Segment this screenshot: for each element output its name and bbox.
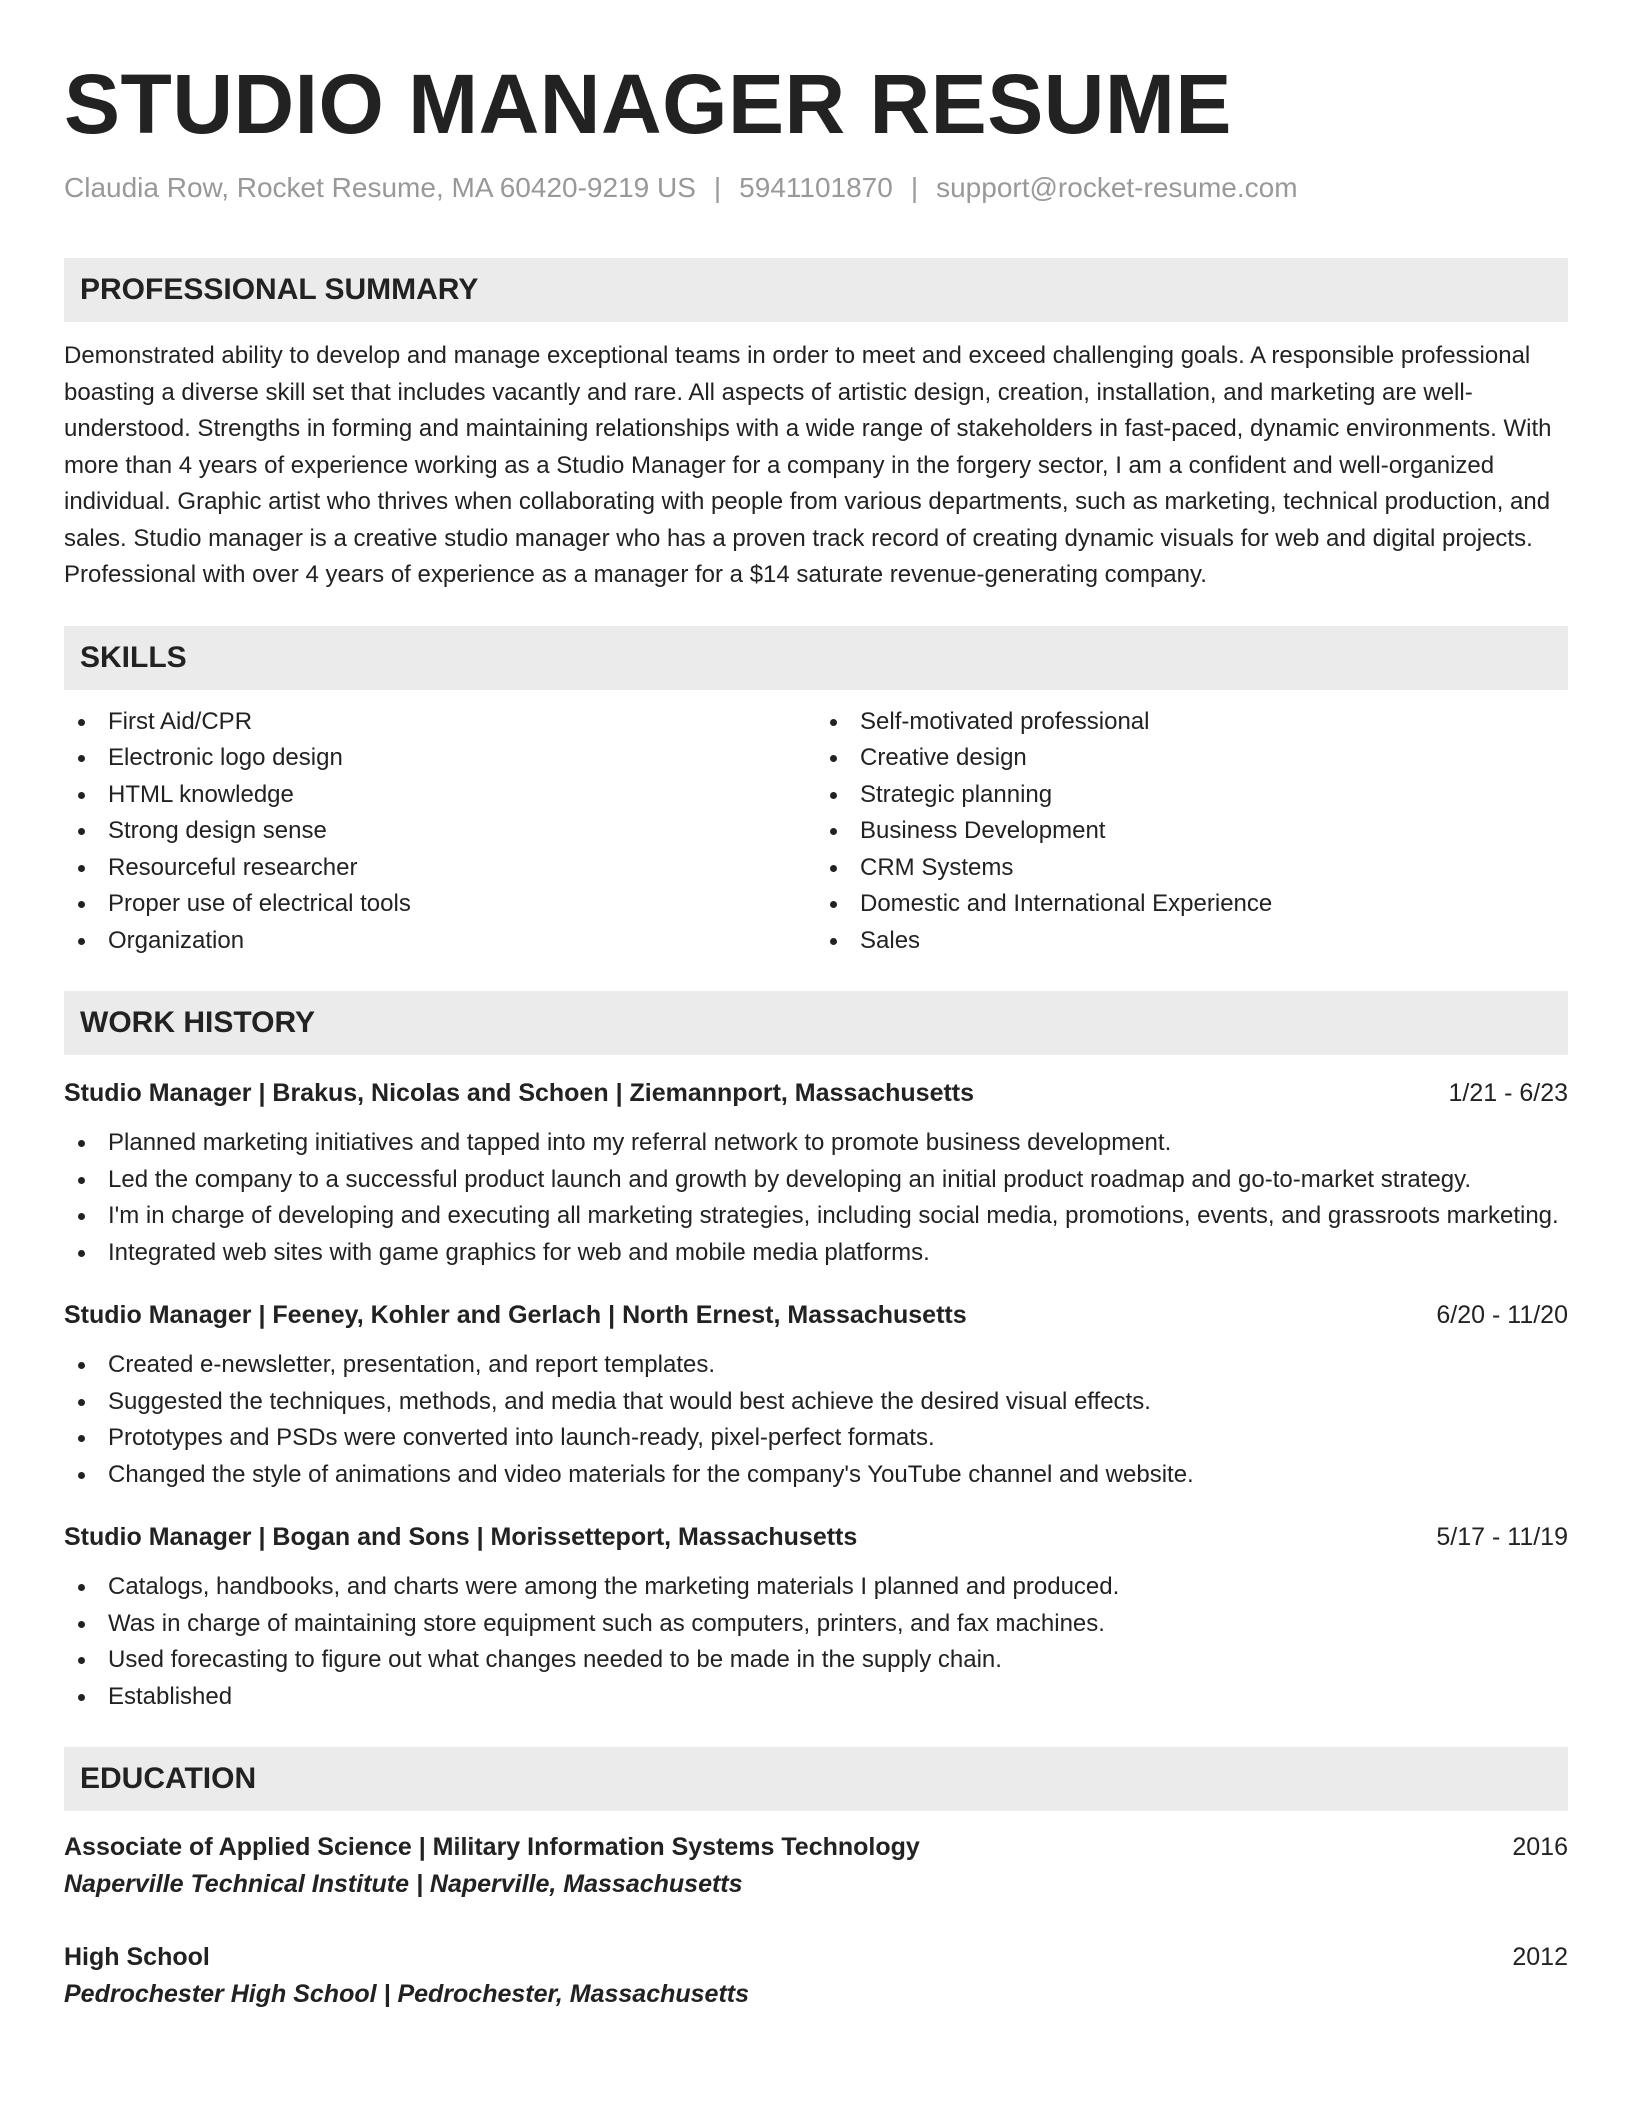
job-bullet: Catalogs, handbooks, and charts were among the marketing materials I planned and produced. bbox=[64, 1569, 1568, 1606]
skill-item: HTML knowledge bbox=[64, 777, 816, 814]
job-bullets bbox=[64, 1347, 1568, 1493]
education-school: Naperville Technical Institute | Naperville, Massachusetts bbox=[64, 1870, 743, 1898]
job-header bbox=[64, 1297, 1568, 1333]
skills-column-left bbox=[64, 704, 816, 960]
section-heading-education: EDUCATION bbox=[64, 1747, 1568, 1811]
job-bullets bbox=[64, 1125, 1568, 1271]
job-entry bbox=[64, 1075, 1568, 1271]
job-dates: 5/17 - 11/19 bbox=[1436, 1523, 1568, 1551]
section-heading-summary: PROFESSIONAL SUMMARY bbox=[64, 258, 1568, 322]
job-bullet: I'm in charge of developing and executing all marketing strategies, including social media, promotions, events, and grassroots marketing. bbox=[64, 1198, 1568, 1235]
education-degree: High School bbox=[64, 1943, 210, 1971]
skill-item: Self-motivated professional bbox=[816, 704, 1568, 741]
skill-item: Organization bbox=[64, 923, 816, 960]
skill-item: Domestic and International Experience bbox=[816, 886, 1568, 923]
contact-line bbox=[64, 170, 1568, 206]
education-header bbox=[64, 1939, 1568, 1975]
contact-email: support@rocket-resume.com bbox=[936, 172, 1298, 203]
job-entry bbox=[64, 1519, 1568, 1715]
job-bullet: Changed the style of animations and video materials for the company's YouTube channel and website. bbox=[64, 1457, 1568, 1494]
job-title: Studio Manager | Feeney, Kohler and Gerlach | North Ernest, Massachusetts bbox=[64, 1301, 967, 1329]
job-bullet: Prototypes and PSDs were converted into launch-ready, pixel-perfect formats. bbox=[64, 1420, 1568, 1457]
skill-item: Creative design bbox=[816, 740, 1568, 777]
job-title: Studio Manager | Brakus, Nicolas and Schoen | Ziemannport, Massachusetts bbox=[64, 1079, 975, 1107]
skill-item: CRM Systems bbox=[816, 850, 1568, 887]
job-dates: 1/21 - 6/23 bbox=[1448, 1079, 1568, 1107]
job-bullet: Planned marketing initiatives and tapped into my referral network to promote business development. bbox=[64, 1125, 1568, 1162]
page-title: STUDIO MANAGER RESUME bbox=[64, 57, 1232, 151]
skill-item: Proper use of electrical tools bbox=[64, 886, 816, 923]
job-bullet: Suggested the techniques, methods, and media that would best achieve the desired visual effects. bbox=[64, 1384, 1568, 1421]
education-year: 2016 bbox=[1512, 1833, 1568, 1861]
skill-item: Strategic planning bbox=[816, 777, 1568, 814]
education-header bbox=[64, 1829, 1568, 1865]
job-bullets bbox=[64, 1569, 1568, 1715]
job-bullet: Integrated web sites with game graphics for web and mobile media platforms. bbox=[64, 1235, 1568, 1272]
education-degree: Associate of Applied Science | Military Information Systems Technology bbox=[64, 1833, 920, 1861]
job-bullet: Established bbox=[64, 1679, 1568, 1716]
job-entry bbox=[64, 1297, 1568, 1493]
skill-item: Sales bbox=[816, 923, 1568, 960]
skill-item: Strong design sense bbox=[64, 813, 816, 850]
skill-item: First Aid/CPR bbox=[64, 704, 816, 741]
contact-phone: 5941101870 bbox=[739, 172, 893, 203]
contact-address: Claudia Row, Rocket Resume, MA 60420-9219 US bbox=[64, 172, 696, 203]
job-bullet: Used forecasting to figure out what changes needed to be made in the supply chain. bbox=[64, 1642, 1568, 1679]
contact-separator: | bbox=[713, 172, 722, 203]
job-title: Studio Manager | Bogan and Sons | Morissetteport, Massachusetts bbox=[64, 1523, 858, 1551]
skill-item: Electronic logo design bbox=[64, 740, 816, 777]
education-entry bbox=[64, 1939, 1568, 2013]
contact-separator: | bbox=[910, 172, 919, 203]
education-year: 2012 bbox=[1512, 1943, 1568, 1971]
education-entry bbox=[64, 1829, 1568, 1903]
skill-item: Business Development bbox=[816, 813, 1568, 850]
job-dates: 6/20 - 11/20 bbox=[1436, 1301, 1568, 1329]
section-heading-work: WORK HISTORY bbox=[64, 991, 1568, 1055]
job-bullet: Led the company to a successful product launch and growth by developing an initial product roadmap and go-to-market strategy. bbox=[64, 1162, 1568, 1199]
skills-list bbox=[64, 704, 1568, 960]
skills-column-right bbox=[816, 704, 1568, 960]
summary-text: Demonstrated ability to develop and manage exceptional teams in order to meet and exceed challenging goals. A responsible professional boasting a diverse skill set that includes vacantly and rare. All aspects of artistic design, creation, installation, and marketing are well-understood. Strengths in forming and maintaining relationships with a wide range of stakeholders in fast-paced, dynamic environments. With more than 4 years of experience working as a Studio Manager for a company in the forgery sector, I am a confident and well-organized individual. Graphic artist who thrives when collaborating with people from various departments, such as marketing, technical production, and sales. Studio manager is a creative studio manager who has a proven track record of creating dynamic visuals for web and digital projects. Professional with over 4 years of experience as a manager for a $14 saturate revenue-generating company. bbox=[64, 342, 1552, 588]
job-header bbox=[64, 1075, 1568, 1111]
job-bullet: Was in charge of maintaining store equipment such as computers, printers, and fax machines. bbox=[64, 1606, 1568, 1643]
skill-item: Resourceful researcher bbox=[64, 850, 816, 887]
education-school: Pedrochester High School | Pedrochester, Massachusetts bbox=[64, 1980, 749, 2008]
job-header bbox=[64, 1519, 1568, 1555]
job-bullet: Created e-newsletter, presentation, and report templates. bbox=[64, 1347, 1568, 1384]
section-heading-skills: SKILLS bbox=[64, 626, 1568, 690]
